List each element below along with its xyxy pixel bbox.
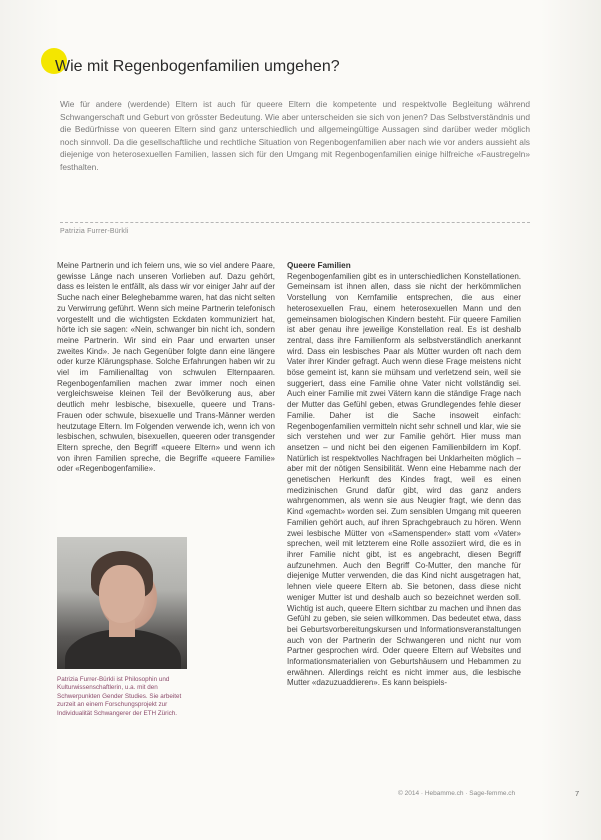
right-column-text: Regenbogenfamilien gibt es in unterschiedlichen Konstellationen. Gemeinsam ist ihnen allen, dass sie nicht der herkömmlichen Vorstellung von Kernfamilie entsprechen, die aus einer heterosexuellen Frau, einem heterosexuellen Mann und den gemeinsamen biologischen Kindern besteht. Für queere Familien ist aber genau ihre jeweilige Konstellation real. Es ist deshalb zentral, dass ihre Familienform als selbstverständlich anerkannt wird. Dass ein lesbisches Paar als Mütter wurden oft nach dem Vater ihrer Kinder gefragt. Auch wenn diese Frage meistens nicht böse gemeint ist, kann sie mühsam und verletzend sein, weil sie suggeriert, dass eine Familie ohne Vater nicht vollständig sei. Auch einer Familie mit zwei Vätern kann die ständige Frage nach der Mutter das Gefühl geben, etwas Grundlegendes fehle dieser Familie. Daher ist die Sache insoweit einfach: Regenbogenfamilien vermitteln nicht sehr schnell und klar, wie sie sich verstehen und wer zur Familie gehört. Hier muss man ansetzen – und nicht bei den eigenen Familienbildern im Kopf. Natürlich ist respektvolles Nachfragen bei Unklarheiten möglich – aber mit der nötigen Sensibilität. Wenn eine Hebamme nach der genetischen Herkunft des Kindes fragt, weil es einen medizinischen Grund dafür gibt, wird das ganz anders wahrgenommen, als wenn sie aus Neugier fragt, wie denn das Kind «gemacht» worden sei. Zum sensiblen Umgang mit queeren Familien gehört auch, auf ihren Sprachgebrauch zu hören. Wenn zwei lesbische Mütter von «Samenspender» statt vom «Vater» sprechen, weil mit letzterem eine Rolle assoziiert wird, die es in ihrer Familie nicht gibt, ist es angebracht, diesen Begriff aufzunehmen. Auch den Begriff Co-Mutter, den manche für diejenige Mutter verwenden, die das Kind nicht ausgetragen hat, lehnen viele queere Eltern ab. Sie betonen, dass diese nicht weniger Mutter ist und deshalb auch so bezeichnet werden soll. Wichtig ist auch, queere Eltern sichtbar zu machen und ihnen das Gefühl zu geben, sie seien willkommen. Das bedeutet etwa, dass bei Geburtsvorbereitungskursen und Informationsveranstaltungen auch von der Partnerin der Schwangeren und nicht nur vom Partner gesprochen wird. Oder queere Eltern auf Websites und Informationsmaterialien von Geburtshäusern und Hebammen zu erwähnen. Allerdings reicht es nicht immer aus, die lesbische Mutter «dazuzuaddieren». Es kann beispiels-: [287, 271, 521, 688]
left-column: [57, 261, 275, 475]
photo-face: [99, 565, 145, 623]
author-photo: [57, 537, 187, 669]
intro-paragraph: [60, 98, 530, 173]
intro-text: Wie für andere (werdende) Eltern ist auch für queere Eltern die kompetente und respektvolle Begleitung während Schwangerschaft und Geburt von grösster Bedeutung. Wie aber unterscheiden sie sich von jenen? Das Selbstverständnis und die Bedürfnisse von queeren Eltern sind ganz unterschiedlich und allgemeingültige Aussagen sind darüber weder möglich noch sinnvoll. Da die gesellschaftliche und rechtliche Situation von Regenbogenfamilien aber nach wie vor anders aussieht als diejenige von heterosexuellen Familien, lassen sich für den Umgang mit Regenbogenfamilien einige hilfreiche «Faustregeln» festhalten.: [60, 99, 530, 172]
article-title: Wie mit Regenbogenfamilien umgehen?: [55, 58, 340, 75]
footer-text: © 2014 · Hebamme.ch · Sage-femme.ch: [398, 790, 516, 797]
left-column-text: Meine Partnerin und ich feiern uns, wie so viel andere Paare, gewisse Länge nach unseren Vorlieben auf. Dazu gehört, dass es leisten le entfällt, als dass wir vor einiger Jahr auf der Suche nach einer Beleghebamme waren, hat das nicht selten zu Verwirrung geführt. Wenn sich meine Partnerin telefonisch vorgestellt und die wichtigsten Eckdaten kommuniziert hat, hörte ich sie sagen: «Nein, schwanger bin nicht ich, sondern meine Partnerin. Wir sind ein Paar und erwarten unser zweites Kind». Je nach Gegenüber folgte dann eine längere oder kurze Klärungsphase. Solche Erfahrungen haben wir zu viel im Familienalltag von schwulen Elternpaaren. Regenbogenfamilien machen zwar immer noch einen vergleichsweise kleinen Teil der Bevölkerung aus, aber deutlich mehr lesbische, bisexuelle, queere und Trans-Frauen oder schwule, bisexuelle und Trans-Männer werden heutzutage Eltern. Im Folgenden verwende ich, wenn ich von lesbischen, schwulen, bisexuellen, queeren oder transgender Eltern spreche, den Begriff «queere Eltern» und wenn ich von ihren Familien spreche, die Begriffe «queere Familie» oder «Regenbogenfamilie».: [57, 261, 275, 474]
section-heading: Queere Familien: [287, 261, 351, 270]
author-line: Patrizia Furrer-Bürkli: [60, 228, 129, 235]
right-column: [287, 261, 521, 689]
divider: [60, 222, 530, 223]
page-number: 7: [575, 789, 580, 798]
photo-caption: Patrizia Furrer-Bürkli ist Philosophin und Kulturwissenschaftlerin, u.a. mit den Schwerpunkten Gender Studies. Sie arbeitet zurzeit an einem Forschungsprojekt zur Individualität Schwangerer der ETH Zürich.: [57, 676, 182, 717]
